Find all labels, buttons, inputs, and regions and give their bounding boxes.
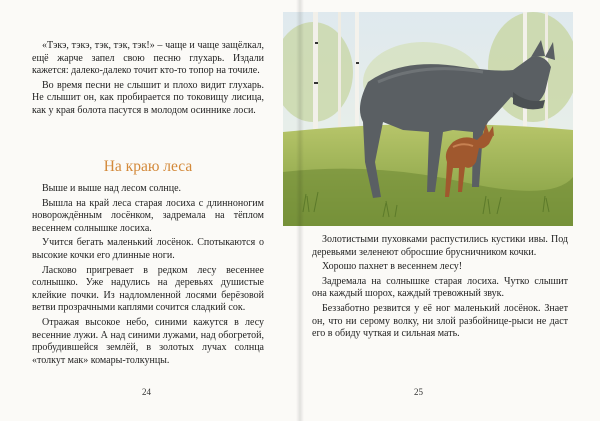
paragraph: Отражая высокое небо, синими кажутся в лесу весенние лужи. А над синими лужами, над обогретой, пробудившейся землёй, в золотых лучах солнца «толкут мак» комары-толкунцы. (32, 316, 264, 366)
paragraph: Вышла на край леса старая лосиха с длинноногим новорождённым лосёнком, задремала на тёплом весеннем солнышке лосиха. (32, 197, 264, 234)
paragraph: Беззаботно резвится у её ног маленький лосёнок. Знает он, что ни серому волку, ни злой разбойнице-рыси не даст его в обиду чуткая и сильная мать. (312, 302, 568, 340)
paragraph: Учится бегать маленький лосёнок. Спотыкаются о высокие кочки его длинные ноги. (32, 237, 264, 261)
paragraph: Ласково пригревает в редком лесу весеннее солнышко. Уже надулись на деревьях душистые клейкие почки. Из надломленной лосями берёзовой ветви прозрачными каплями сочится сладкий сок. (32, 264, 264, 314)
left-page-text-bottom (32, 183, 264, 369)
chapter-heading: На краю леса (103, 158, 193, 175)
right-page-text (312, 234, 568, 343)
paragraph: «Тэкэ, тэкэ, тэк, тэк, тэк!» – чаще и чаще защёлкал, ещё жарче запел свою песню глухарь. Издали кажется: далеко-далеко точит кто-то топор на точиле. (32, 40, 264, 77)
page-number-left: 24 (142, 387, 151, 397)
paragraph: Хорошо пахнет в весеннем лесу! (322, 261, 463, 273)
paragraph: Задремала на солнышке старая лосиха. Чутко слышит она каждый шорох, каждый тревожный звук. (312, 275, 568, 300)
page-number-right: 25 (414, 387, 423, 397)
paragraph: Во время песни не слышит и плохо видит глухарь. Не слышит он, как пробирается по токовищу лисица, как у края болота пасутся в молодом осиннике лоси. (32, 79, 264, 116)
paragraph: Выше и выше над лесом солнце. (42, 183, 182, 194)
book-gutter (296, 0, 304, 421)
left-page-text-top (32, 40, 264, 120)
paragraph: Золотистыми пуховками распустились кустики ивы. Под деревьями зеленеют обросшие брусничником кочки. (312, 234, 568, 258)
moose-and-calf-illustration (283, 12, 573, 226)
